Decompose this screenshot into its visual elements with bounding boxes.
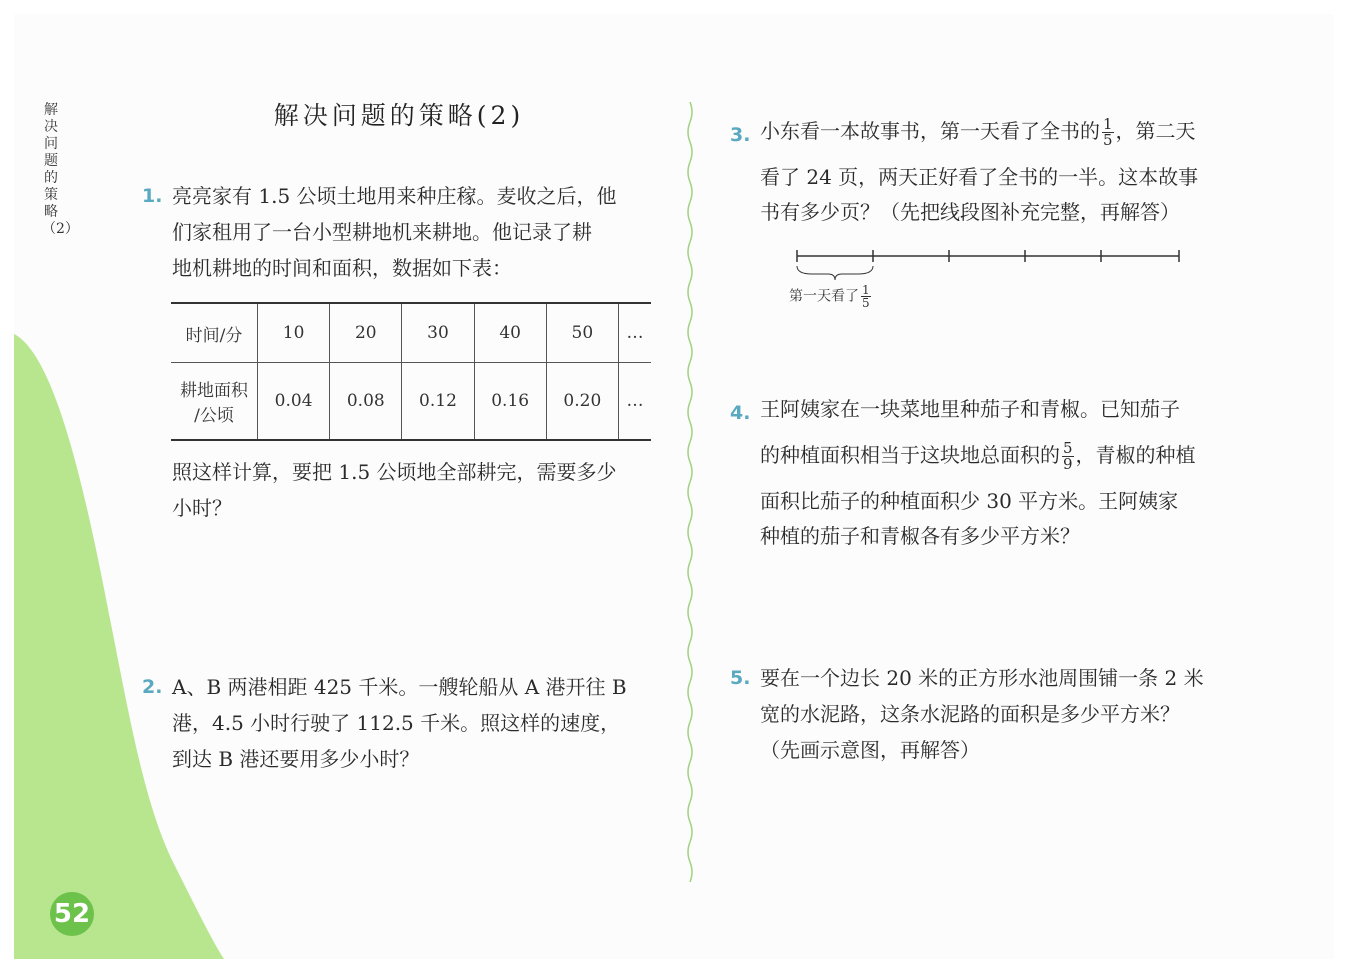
problem-1 <box>142 178 662 286</box>
page-title: 解决问题的策略(2) <box>273 101 525 130</box>
problem-5-line-1: 要在一个边长 20 米的正方形水池周围铺一条 2 米 <box>760 666 1204 690</box>
problem-3 <box>730 108 1270 224</box>
table-header-area: 耕地面积 /公顷 <box>171 363 258 441</box>
page-number-badge: 52 <box>50 892 94 936</box>
problem-5-number: 5. <box>730 667 751 689</box>
fraction-one-fifth: $\frac{1}{5}$ <box>1103 115 1113 149</box>
diagram-label: 第一天看了 $\frac{1}{5}$ <box>789 283 870 310</box>
problem-3-line-2: 看了 24 页，两天正好看了全书的一半。这本故事 <box>760 165 1199 189</box>
problem-4-line-3: 面积比茄子的种植面积少 30 平方米。王阿姨家 <box>760 489 1179 513</box>
problem-5-line-3: （先画示意图，再解答） <box>760 738 980 762</box>
fraction-five-ninths: $\frac{5}{9}$ <box>1063 439 1073 473</box>
problem-2-line-1: A、B 两港相距 425 千米。一艘轮船从 A 港开往 B <box>172 675 627 699</box>
problem-2-line-3: 到达 B 港还要用多少小时？ <box>172 747 420 771</box>
table-cell: … <box>618 363 651 441</box>
plowing-data-table <box>171 302 651 441</box>
problem-4-number: 4. <box>730 402 751 424</box>
table-cell: 0.12 <box>402 363 474 441</box>
problem-5-line-2: 宽的水泥路，这条水泥路的面积是多少平方米？ <box>760 702 1180 726</box>
diagram-fraction: $\frac{1}{5}$ <box>862 283 870 310</box>
table-cell: 0.16 <box>474 363 546 441</box>
problem-2 <box>142 669 662 777</box>
problem-3-number: 3. <box>730 124 751 146</box>
table-cell: 0.20 <box>546 363 618 441</box>
table-cell: 50 <box>546 303 618 363</box>
problem-2-number: 2. <box>142 676 163 698</box>
problem-1-question <box>142 454 662 526</box>
problem-2-line-2: 港，4.5 小时行驶了 112.5 千米。照这样的速度， <box>172 711 621 735</box>
table-cell: 40 <box>474 303 546 363</box>
table-cell: 20 <box>330 303 402 363</box>
table-header-time: 时间/分 <box>171 303 258 363</box>
column-divider <box>684 102 696 882</box>
problem-1-line-2: 们家租用了一台小型耕地机来耕地。他记录了耕 <box>172 220 592 244</box>
problem-3-line-1: 小东看一本故事书，第一天看了全书的 $\frac{1}{5}$ ，第二天 <box>760 115 1196 149</box>
problem-5 <box>730 660 1270 768</box>
table-cell: 0.04 <box>258 363 330 441</box>
problem-3-line-3: 书有多少页？（先把线段图补充完整，再解答） <box>760 200 1180 224</box>
problem-4-line-4: 种植的茄子和青椒各有多少平方米？ <box>760 524 1080 548</box>
problem-4 <box>730 386 1270 548</box>
table-cell: 30 <box>402 303 474 363</box>
problem-1-question-line-1: 照这样计算，要把 1.5 公顷地全部耕完，需要多少 <box>172 460 617 484</box>
problem-1-question-line-2: 小时？ <box>172 496 232 520</box>
table-cell: 10 <box>258 303 330 363</box>
problem-4-line-1: 王阿姨家在一块菜地里种茄子和青椒。已知茄子 <box>760 397 1180 421</box>
table-cell: 0.08 <box>330 363 402 441</box>
table-row-area <box>171 363 651 441</box>
problem-1-number: 1. <box>142 185 163 207</box>
table-cell: … <box>618 303 651 363</box>
side-tab-label: 解决问题的策略（2） <box>42 102 79 237</box>
problem-1-line-3: 地机耕地的时间和面积，数据如下表： <box>172 256 512 280</box>
workbook-page <box>14 14 1334 959</box>
problem-4-line-2: 的种植面积相当于这块地总面积的 $\frac{5}{9}$ ，青椒的种植 <box>760 439 1196 473</box>
table-row-time <box>171 303 651 363</box>
problem-1-line-1: 亮亮家有 1.5 公顷土地用来种庄稼。麦收之后，他 <box>172 184 617 208</box>
